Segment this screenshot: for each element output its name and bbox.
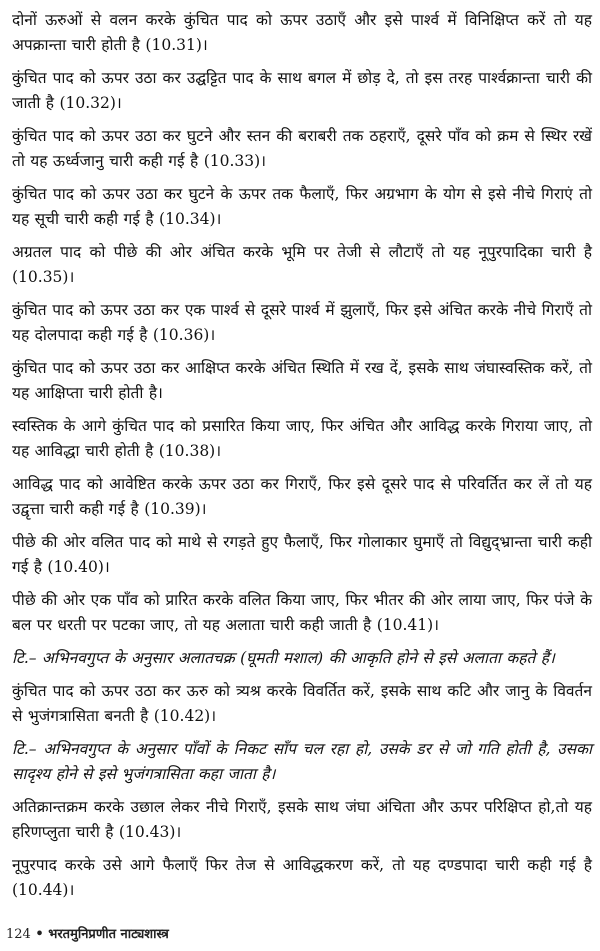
- paragraph-7: कुंचित पाद को ऊपर उठा कर आक्षिप्त करके अंचित स्थिति में रख दें, इसके साथ जंघास्वस्तिक करें, तो यह आक्षिप्ता चारी होती है।: [12, 359, 592, 402]
- paragraph-1: दोनों ऊरुओं से वलन करके कुंचित पाद को ऊपर उठाएँ और इसे पार्श्व में विनिक्षिप्त करें तो यह अपक्रान्ता चारी होती है (10.31)।: [12, 11, 592, 54]
- paragraph-8: स्वस्तिक के आगे कुंचित पाद को प्रसारित किया जाए, फिर अंचित और आविद्ध करके गिराया जाए, तो यह आविद्धा चारी होती है (10.38)।: [12, 417, 592, 460]
- paragraph-5: अग्रतल पाद को पीछे की ओर अंचित करके भूमि पर तेजी से लौटाएँ तो यह नूपुरपादिका चारी है (10.35)।: [12, 243, 592, 286]
- paragraph-4: कुंचित पाद को ऊपर उठा कर घुटने के ऊपर तक फैलाएँ, फिर अग्रभाग के योग से इसे नीचे गिराएं तो यह सूची चारी कही गई है (10.34)।: [12, 185, 592, 228]
- page-number: 124: [6, 927, 31, 942]
- paragraph-12: कुंचित पाद को ऊपर उठा कर ऊरु को त्र्यश्र करके विवर्तित करें, इसके साथ कटि और जानु के विवर्तन से भुजंगत्रासिता बनती है (10.42)।: [12, 682, 592, 725]
- note-2: टि.– अभिनवगुप्त के अनुसार पाँवों के निकट साँप चल रहा हो, उसके डर से जो गति होती है, उसका सादृश्य होने से इसे भुजंगत्रासिता कहा जाता है।: [12, 740, 592, 783]
- book-title: भरतमुनिप्रणीत नाट्यशास्त्र: [48, 927, 169, 942]
- paragraph-9: आविद्ध पाद को आवेष्टित करके ऊपर उठा कर गिराएँ, फिर इसे दूसरे पाद से परिवर्तित कर लें तो यह उद्वृत्ता चारी कही गई है (10.39)।: [12, 475, 592, 518]
- page-footer: [6, 924, 169, 942]
- page-body: [12, 8, 592, 911]
- footer-bullet: •: [35, 927, 44, 942]
- note-1: टि.– अभिनवगुप्त के अनुसार अलातचक्र (घूमती मशाल) की आकृति होने से इसे अलाता कहते हैं।: [12, 649, 555, 667]
- paragraph-10: पीछे की ओर वलित पाद को माथे से रगड़ते हुए फैलाएँ, फिर गोलाकार घुमाएँ तो विद्युद्भ्रान्ता चारी कही गई है (10.40)।: [12, 533, 592, 576]
- paragraph-3: कुंचित पाद को ऊपर उठा कर घुटने और स्तन की बराबरी तक ठहराएँ, दूसरे पाँव को क्रम से स्थिर रखें तो यह ऊर्ध्वजानु चारी कही गई है (10.33)।: [12, 127, 592, 170]
- paragraph-11: पीछे की ओर एक पाँव को प्रारित करके वलित किया जाए, फिर भीतर की ओर लाया जाए, फिर पंजे के बल पर धरती पर पटका जाए, तो यह अलाता चारी कही जाती है (10.41)।: [12, 591, 592, 634]
- paragraph-14: नूपुरपाद करके उसे आगे फैलाएँ फिर तेज से आविद्धकरण करें, तो यह दण्डपादा चारी कही गई है (10.44)।: [12, 856, 592, 899]
- paragraph-13: अतिक्रान्तक्रम करके उछाल लेकर नीचे गिराएँ, इसके साथ जंघा अंचिता और ऊपर परिक्षिप्त हो,तो यह हरिणप्लुता चारी है (10.43)।: [12, 798, 592, 841]
- paragraph-6: कुंचित पाद को ऊपर उठा कर एक पार्श्व से दूसरे पार्श्व में झुलाएँ, फिर इसे अंचित करके नीचे गिराएँ तो यह दोलपादा कही गई है (10.36)।: [12, 301, 592, 344]
- paragraph-2: कुंचित पाद को ऊपर उठा कर उद्घट्टित पाद के साथ बगल में छोड़ दे, तो इस तरह पार्श्वक्रान्ता चारी की जाती है (10.32)।: [12, 69, 592, 112]
